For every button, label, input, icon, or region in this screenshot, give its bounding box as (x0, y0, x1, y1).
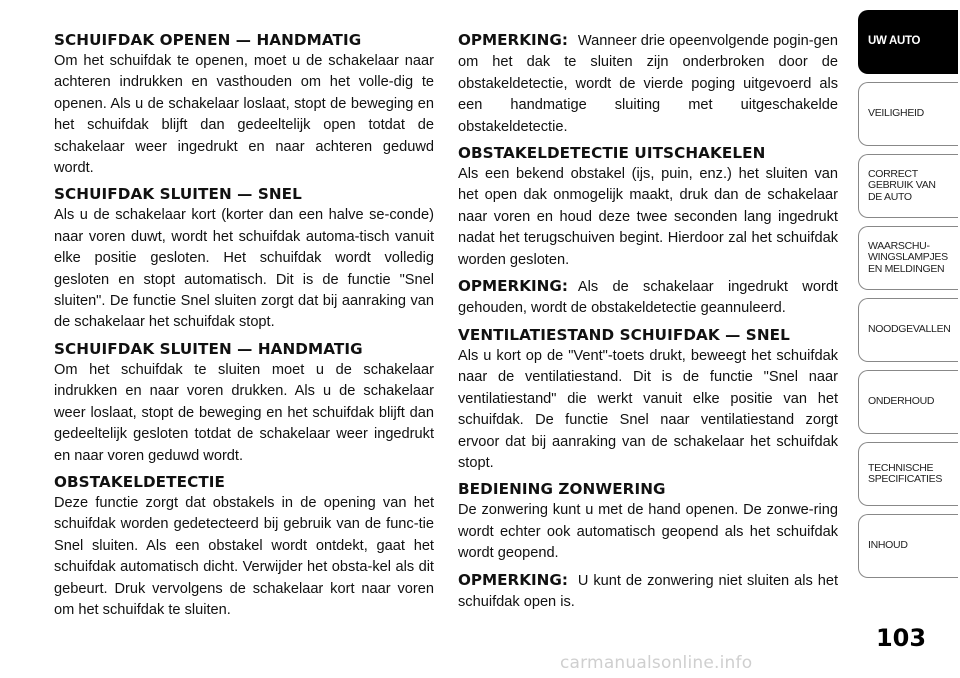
tab-veiligheid[interactable]: VEILIGHEID (858, 82, 958, 146)
note-2 (458, 276, 838, 320)
section-text: Om het schuifdak te sluiten moet u de schakelaar indrukken en naar voren drukken. Als u de schakelaar weer loslaat, stopt de beweging en het schuifdak blijft dan gedeeltelijk gesloten totdat de schakelaar weer ingedrukt en naar voren geduwd wordt. (54, 361, 434, 464)
note-label: OPMERKING: (458, 31, 568, 49)
section-heading: SCHUIFDAK SLUITEN — HANDMATIG (54, 339, 363, 358)
section-heading: SCHUIFDAK OPENEN — HANDMATIG (54, 31, 362, 49)
section-ventilatiestand (458, 325, 838, 474)
section-text: Deze functie zorgt dat obstakels in de opening van het schuifdak worden gedetecteerd bij gebruik van de func-tie Snel sluiten. Als een obstakel wordt ontdekt, gaat het schuifdak automatisch dicht. Verwijder het obsta-kel als dit gebeurt. Druk vervolgens de schakelaar kort naar voren om het schuifdak te sluiten. (54, 494, 434, 618)
section-sluiten-handmatig (54, 339, 434, 467)
tab-uw-auto[interactable]: UW AUTO (858, 10, 958, 74)
section-openen-handmatig (54, 30, 434, 179)
note-text: U kunt de zonwering niet sluiten als het schuifdak open is. (458, 572, 838, 610)
section-obstakeldetectie (54, 472, 434, 621)
tab-technische-specificaties[interactable]: TECHNISCHE SPECIFICATIES (858, 442, 958, 506)
note-text: Als de schakelaar ingedrukt wordt gehouden, wordt de obstakeldetectie geannuleerd. (458, 279, 838, 317)
section-text: De zonwering kunt u met de hand openen. De zonwe-ring wordt echter ook automatisch geopend als het schuifdak wordt geopend. (458, 502, 838, 562)
tab-inhoud[interactable]: INHOUD (858, 514, 958, 578)
left-column (54, 30, 434, 626)
watermark: carmanualsonline.info (560, 653, 753, 673)
section-text: Als u kort op de "Vent"-toets drukt, beweegt het schuifdak naar de ventilatiestand. Dit is de functie "Snel naar ventilatiestand" die werkt vanuit elke positie van het schuifdak. De functie Snel naar ventilatiestand zorgt ervoor dat bij aanraking van de schakelaar het schuifdak stopt. (458, 347, 838, 471)
section-heading: OBSTAKELDETECTIE UITSCHAKELEN (458, 144, 766, 163)
section-text: Als een bekend obstakel (ijs, puin, enz.) het sluiten van het open dak onmogelijk maakt, druk dan de schakelaar naar voren en houd deze twee seconden lang ingedrukt nadat het terugschuiven begint. Hierdoor zal het schuifdak worden gesloten. (458, 166, 838, 268)
tab-correct-gebruik[interactable]: CORRECT GEBRUIK VAN DE AUTO (858, 154, 958, 218)
note-3 (458, 570, 838, 614)
note-label: OPMERKING: (458, 277, 568, 296)
right-column (458, 30, 838, 618)
section-sluiten-snel (54, 184, 434, 333)
section-heading: VENTILATIESTAND SCHUIFDAK — SNEL (458, 325, 790, 344)
tab-onderhoud[interactable]: ONDERHOUD (858, 370, 958, 434)
section-obstakeldetectie-uitschakelen (458, 143, 838, 271)
chapter-tabs (858, 0, 960, 678)
page-number: 103 (875, 624, 927, 652)
section-text: Als u de schakelaar kort (korter dan een halve se-conde) naar voren duwt, wordt het schuifdak automa-tisch vanuit elke positie gesloten. Het schuifdak wordt volledig gesloten en stopt automatisch. Dit is de functie "Snel sluiten". De functie Snel sluiten zorgt dat bij aanraking van de schakelaar het schuifdak stopt. (54, 207, 434, 331)
note-text: Wanneer drie opeenvolgende pogin-gen om het dak te sluiten zijn onderbroken door de obstakeldetectie, wordt de vierde poging uitgevoerd als een handmatige sluiting met uitgeschakelde obstakeldetectie. (458, 33, 838, 135)
section-bediening-zonwering (458, 479, 838, 564)
section-heading: SCHUIFDAK SLUITEN — SNEL (54, 185, 302, 204)
note-1 (458, 30, 838, 138)
section-heading: OBSTAKELDETECTIE (54, 472, 226, 491)
section-heading: BEDIENING ZONWERING (458, 480, 666, 499)
note-label: OPMERKING: (458, 570, 568, 589)
tab-noodgevallen[interactable]: NOODGEVALLEN (858, 298, 958, 362)
tab-waarschuwingslampjes[interactable]: WAARSCHU- WINGSLAMPJES EN MELDINGEN (858, 226, 958, 290)
section-text: Om het schuifdak te openen, moet u de schakelaar naar achteren indrukken en vasthouden om het volle-dig te openen. Als u de schakelaar loslaat, stopt de beweging en het schuifdak blijft dan gedeeltelijk open totdat de schakelaar weer ingedrukt en naar achteren geduwd wordt. (54, 53, 434, 177)
